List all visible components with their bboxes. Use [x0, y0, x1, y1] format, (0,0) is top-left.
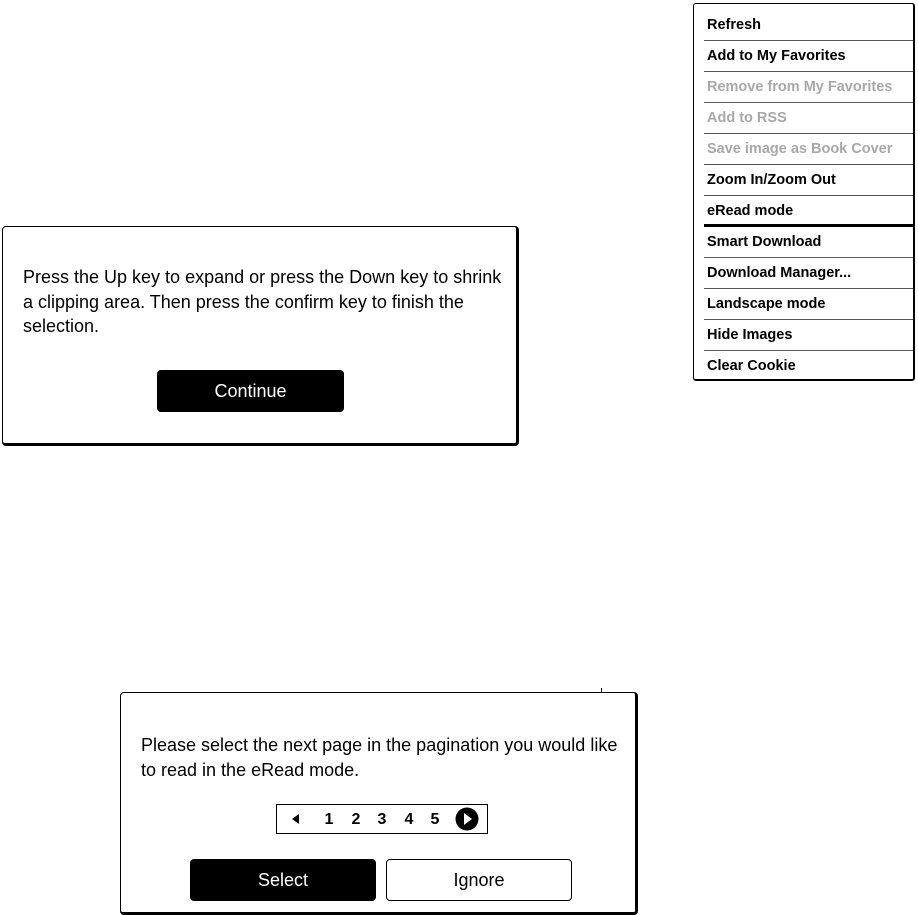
select-button[interactable]: Select — [190, 859, 376, 901]
triangle-left-icon[interactable] — [289, 812, 303, 826]
page-number-3[interactable]: 3 — [377, 811, 387, 828]
page-number-4[interactable]: 4 — [404, 811, 414, 828]
continue-button[interactable]: Continue — [157, 370, 344, 412]
page-number-1[interactable]: 1 — [324, 811, 334, 828]
circle-arrow-right-icon[interactable] — [455, 807, 479, 831]
pagination-control — [276, 804, 488, 834]
menu-item-download-manager[interactable]: Download Manager... — [704, 258, 913, 289]
pagination-dialog-message: Please select the next page in the pagination you would like to read in the eRead mode. — [141, 735, 618, 780]
pagination-dialog — [120, 692, 638, 915]
menu-item-landscape-mode[interactable]: Landscape mode — [704, 289, 913, 320]
ignore-button[interactable]: Ignore — [386, 859, 572, 901]
menu-item-save-book-cover: Save image as Book Cover — [704, 134, 913, 165]
clipping-dialog-message: Press the Up key to expand or press the Down key to shrink a clipping area. Then press the confirm key to finish the selection. — [23, 267, 502, 336]
menu-item-remove-favorites: Remove from My Favorites — [704, 72, 913, 103]
page-number-2[interactable]: 2 — [351, 811, 361, 828]
menu-item-add-rss: Add to RSS — [704, 103, 913, 134]
menu-item-eread-mode[interactable]: eRead mode — [704, 196, 913, 227]
menu-item-clear-cookie[interactable]: Clear Cookie — [707, 358, 796, 374]
page-number-5[interactable]: 5 — [430, 811, 440, 828]
menu-item-hide-images[interactable]: Hide Images — [704, 320, 913, 351]
menu-item-refresh[interactable]: Refresh — [704, 10, 913, 41]
context-menu — [693, 3, 915, 381]
menu-item-smart-download[interactable]: Smart Download — [704, 227, 913, 258]
clipping-dialog — [2, 226, 519, 446]
menu-item-add-favorites[interactable]: Add to My Favorites — [704, 41, 913, 72]
menu-item-zoom[interactable]: Zoom In/Zoom Out — [704, 165, 913, 196]
